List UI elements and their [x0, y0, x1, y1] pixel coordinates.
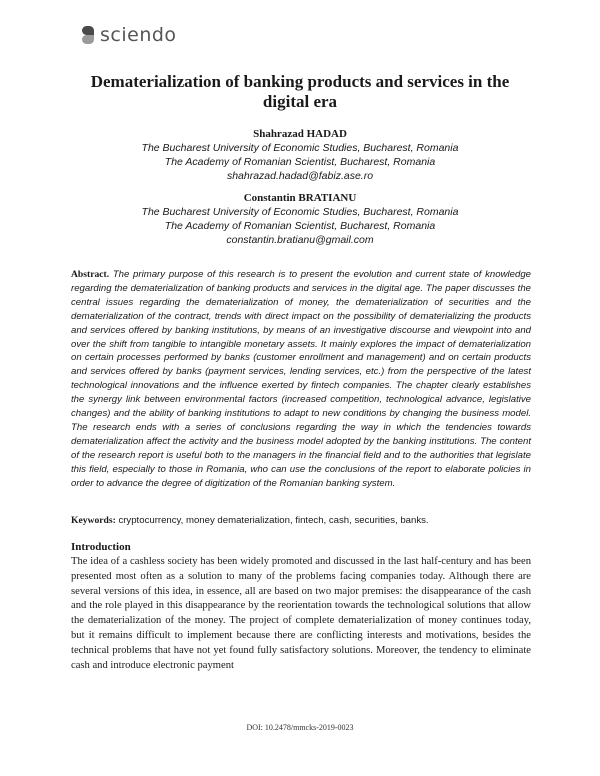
publisher-logo-text: sciendo	[100, 24, 177, 46]
author-block-1	[100, 127, 500, 183]
author-affiliation: The Academy of Romanian Scientist, Bucharest, Romania	[164, 220, 436, 232]
sciendo-logo-icon	[82, 26, 94, 44]
abstract-label: Abstract.	[71, 269, 110, 280]
keywords-text: cryptocurrency, money dematerialization, fintech, cash, securities, banks.	[118, 515, 429, 526]
introduction-paragraph: The idea of a cashless society has been widely promoted and discussed in the last half-century and has been presented most often as a solution to many of the problems facing companies today. Although there are several versions of this idea, in essence, all are based on two major premises: the disappearance of the cash and the role played in this disappearance by the reorientation towards the technological solutions that allow the dematerialization of the money. The project of complete dematerialization of money continues today, but it remains difficult to implement because there are conflicting interests and motivations, besides the technical problems that have not yet found fully satisfactory solutions. Moreover, the tendency to eliminate cash and introduce electronic payment	[71, 556, 531, 671]
section-heading-introduction: Introduction	[71, 541, 131, 553]
author-email[interactable]: constantin.bratianu@gmail.com	[226, 234, 374, 246]
doi-footer: DOI: 10.2478/mmcks-2019-0023	[246, 723, 354, 732]
author-affiliation: The Bucharest University of Economic Studies, Bucharest, Romania	[141, 142, 459, 154]
author-affiliation: The Academy of Romanian Scientist, Bucharest, Romania	[164, 156, 436, 168]
keywords-label: Keywords:	[71, 515, 116, 526]
abstract	[71, 268, 531, 491]
author-block-2	[100, 191, 500, 247]
author-name: Constantin BRATIANU	[243, 192, 357, 204]
paper-title: Dematerialization of banking products and services in the digital era	[90, 72, 510, 111]
author-name: Shahrazad HADAD	[253, 128, 347, 140]
author-affiliation: The Bucharest University of Economic Studies, Bucharest, Romania	[141, 206, 459, 218]
abstract-text: The primary purpose of this research is to present the evolution and current state of knowledge regarding the dematerialization of banking products and services in the digital age. The paper discusses the central issues regarding the dematerialization of money, the dematerialization of securities and the dematerialization of the contract, trends with direct impact on the possibility of dematerializing the products and services offered by banking institutions, by means of an investigative discourse and viewpoint into and over the shift from tangible to intangible monetary assets. It mainly explores the impact of dematerialization on certain processes performed by banks (customer enrollment and management) and on certain products and services offered by banks (payment services, lending services, etc.) from the perspective of the latest technological innovations and the influence exerted by fintech companies. The chapter clearly establishes the synergy link between environmental factors (increased competition, technological advance, legislative changes) and the ability of banking institutions to adapt to new conditions by changing the business model. The research ends with a series of conclusions regarding the way in which the tendencies towards dematerialization affect the activity and the business model adopted by the banking institutions. The content of the research report is useful both to the managers in the financial field and to the authorities that legislate this field, especially to those in Romania, who can use the conclusions of the report to elaborate policies in order to advance the degree of digitization of the Romanian banking system.	[71, 269, 531, 489]
publisher-logo	[82, 24, 177, 46]
keywords	[71, 515, 531, 526]
author-email[interactable]: shahrazad.hadad@fabiz.ase.ro	[226, 170, 374, 182]
